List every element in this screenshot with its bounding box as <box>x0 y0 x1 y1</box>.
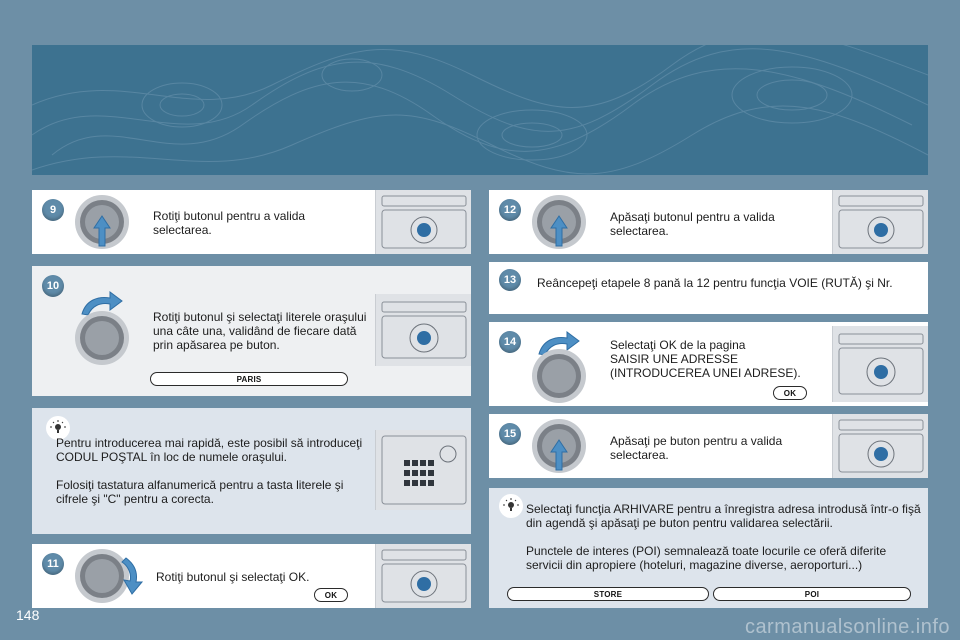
tip-archive-text: Selectaţi funcţia ARHIVARE pentru a înregistra adresa introdusă într-o fişă din agendă şi apăsaţi pe buton pentru validarea selectării. <box>526 502 921 530</box>
paris-button-label: PARIS <box>150 372 348 386</box>
step-13-card <box>489 262 928 314</box>
step-number-badge: 15 <box>499 423 521 445</box>
device-illustration <box>375 294 471 366</box>
rotary-knob-icon <box>529 348 589 406</box>
store-button-label: STORE <box>507 587 709 601</box>
rotate-arrow-icon <box>120 556 150 596</box>
step-10-text: Rotiţi butonul şi selectaţi literele oraşului una câte una, validând de fiecare dată prin apăsarea pe buton. <box>153 310 367 352</box>
step-14-card <box>489 322 928 406</box>
ok-button-label: OK <box>773 386 807 400</box>
device-illustration <box>832 190 928 254</box>
step-14-text <box>610 338 830 380</box>
tip-text-line1: Pentru introducerea mai rapidă, este posibil să introduceţi CODUL POŞTAL în loc de numele oraşului. <box>56 436 363 464</box>
rotary-knob-icon <box>529 194 589 254</box>
step-number-badge: 13 <box>499 269 521 291</box>
device-illustration <box>832 414 928 478</box>
step-number-badge: 14 <box>499 331 521 353</box>
tip-poi-text: Punctele de interes (POI) semnalează toate locurile ce oferă diferite servicii din apropiere (hoteluri, magazine diverse, aeroporturi...) <box>526 544 887 572</box>
rotary-knob-icon <box>72 194 132 254</box>
step-15-card <box>489 414 928 478</box>
step-13-text: Reâncepeţi etapele 8 pană la 12 pentru funcţia VOIE (RUTĂ) şi Nr. <box>537 276 893 290</box>
device-illustration <box>375 190 471 254</box>
page-number: 148 <box>16 607 40 623</box>
step-11-text: Rotiţi butonul şi selectaţi OK. <box>156 570 310 584</box>
step-11-card <box>32 544 471 608</box>
step-number-badge: 10 <box>42 275 64 297</box>
step-9-card <box>32 190 471 254</box>
step-number-badge: 9 <box>42 199 64 221</box>
rotary-knob-icon <box>529 418 589 478</box>
topographic-pattern <box>32 45 928 175</box>
step-12-text: Apăsaţi butonul pentru a valida selectarea. <box>610 210 775 238</box>
step-number-badge: 11 <box>42 553 64 575</box>
step-10-card <box>32 266 471 396</box>
watermark: carmanualsonline.info <box>744 616 950 638</box>
header-banner <box>32 45 928 175</box>
keypad-illustration <box>375 430 471 510</box>
step-number-badge: 12 <box>499 199 521 221</box>
tip-card-archive <box>489 488 928 608</box>
step-9-text: Rotiţi butonul pentru a valida selectarea. <box>153 209 306 237</box>
ok-button-label: OK <box>314 588 348 602</box>
step-14-line1: Selectaţi OK de la pagina <box>610 338 746 352</box>
device-illustration <box>832 326 928 402</box>
step-14-line3: (INTRODUCEREA UNEI ADRESE). <box>610 366 801 380</box>
rotary-knob-icon <box>72 310 132 370</box>
poi-button-label: POI <box>713 587 911 601</box>
device-illustration <box>375 544 471 608</box>
step-14-line2: SAISIR UNE ADRESSE <box>610 352 739 366</box>
tip-text-line2: Folosiţi tastatura alfanumerică pentru a tasta literele şi cifrele şi "C" pentru a corecta. <box>56 478 344 506</box>
step-12-card <box>489 190 928 254</box>
step-15-text: Apăsaţi pe buton pentru a valida selectarea. <box>610 434 783 462</box>
tip-card-postal-code <box>32 408 471 534</box>
lightbulb-icon <box>499 494 523 518</box>
